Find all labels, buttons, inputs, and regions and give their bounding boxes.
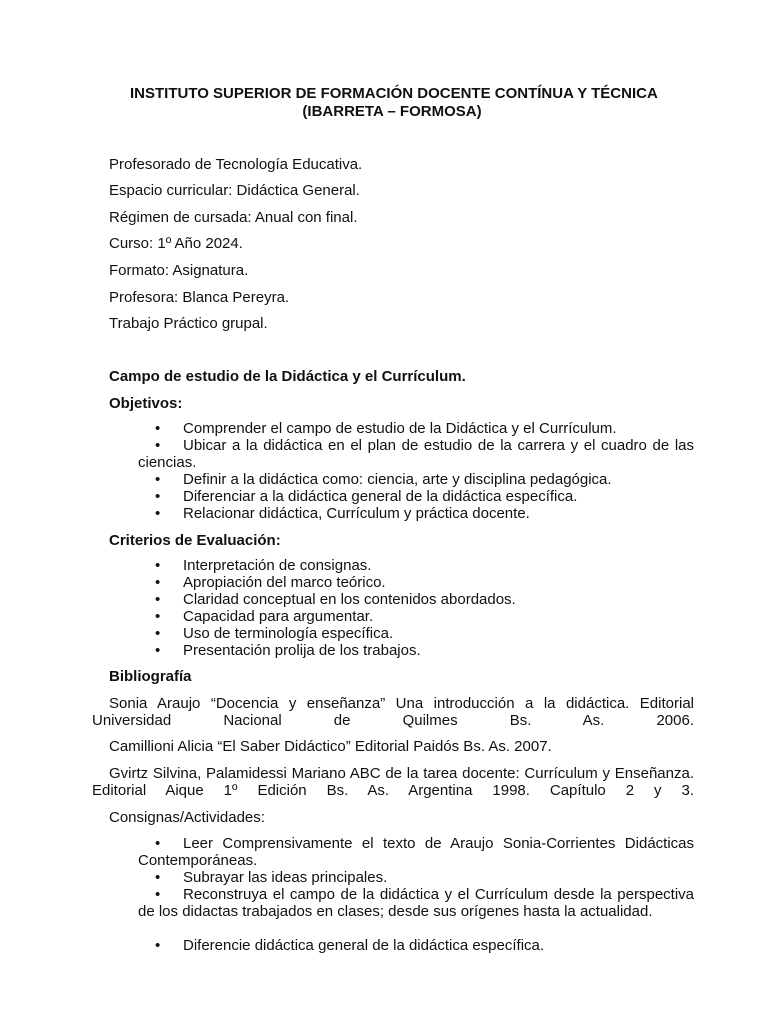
bullet-icon: • (155, 557, 161, 574)
list-item (138, 835, 694, 869)
list-item (138, 608, 694, 625)
list-item-text: Uso de terminología específica. (183, 625, 394, 642)
list-item (138, 591, 694, 608)
bullet-icon: • (155, 574, 161, 591)
list-item-text: Capacidad para argumentar. (183, 608, 374, 625)
bullet-icon: • (155, 437, 161, 454)
bullet-icon: • (155, 505, 161, 522)
list-item (138, 471, 694, 488)
list-item (138, 557, 694, 574)
bibliography-entry (92, 765, 694, 799)
bullet-icon: • (155, 937, 161, 954)
bibliografia-heading: Bibliografía (109, 668, 192, 685)
institute-location: (IBARRETA – FORMOSA) (302, 103, 482, 120)
bibliography-entry-text: Gvirtz Silvina, Palamidessi Mariano ABC de la tarea docente: Currículum y Enseñanza. Editorial Aique 1º Edición Bs. As. Argentina 1998. Capítulo 2 y 3. (92, 765, 694, 799)
list-item (138, 869, 694, 886)
list-item-text: Diferenciar a la didáctica general de la didáctica específica. (183, 488, 578, 505)
bullet-icon: • (155, 642, 161, 659)
section-title: Campo de estudio de la Didáctica y el Currículum. (109, 368, 466, 385)
bullet-icon: • (155, 835, 161, 852)
list-item (138, 574, 694, 591)
objetivos-heading: Objetivos: (109, 395, 183, 412)
list-item-text: Interpretación de consignas. (183, 557, 372, 574)
info-line: Trabajo Práctico grupal. (109, 315, 268, 332)
list-item-text: Claridad conceptual en los contenidos abordados. (183, 591, 516, 608)
bullet-icon: • (155, 869, 161, 886)
list-item-text: Subrayar las ideas principales. (183, 869, 388, 886)
institute-title: INSTITUTO SUPERIOR DE FORMACIÓN DOCENTE CONTÍNUA Y TÉCNICA (130, 85, 658, 102)
info-line: Formato: Asignatura. (109, 262, 249, 279)
list-item-text: Presentación prolija de los trabajos. (183, 642, 421, 659)
list-item-text: Leer Comprensivamente el texto de Araujo Sonia-Corrientes Didácticas Contemporáneas. (138, 835, 694, 869)
list-item-text: Ubicar a la didáctica en el plan de estudio de la carrera y el cuadro de las ciencias. (138, 437, 694, 471)
bullet-icon: • (155, 420, 161, 437)
list-item-text: Comprender el campo de estudio de la Didáctica y el Currículum. (183, 420, 617, 437)
info-line: Profesorado de Tecnología Educativa. (109, 156, 363, 173)
bullet-icon: • (155, 886, 161, 903)
list-item-text: Diferencie didáctica general de la didáctica específica. (183, 937, 545, 954)
bullet-icon: • (155, 608, 161, 625)
info-line: Régimen de cursada: Anual con final. (109, 209, 358, 226)
list-item (138, 886, 694, 920)
bibliography-entry-text: Sonia Araujo “Docencia y enseñanza” Una introducción a la didáctica. Editorial Universidad Nacional de Quilmes Bs. As. 2006. (92, 695, 694, 729)
consignas-heading: Consignas/Actividades: (109, 809, 265, 826)
info-line: Espacio curricular: Didáctica General. (109, 182, 360, 199)
info-line: Profesora: Blanca Pereyra. (109, 289, 290, 306)
bullet-icon: • (155, 625, 161, 642)
list-item-text: Apropiación del marco teórico. (183, 574, 386, 591)
list-item-text: Reconstruya el campo de la didáctica y el Currículum desde la perspectiva de los didactas trabajados en clases; desde sus orígenes hasta la actualidad. (138, 886, 694, 920)
list-item (138, 625, 694, 642)
bibliography-entry (92, 695, 694, 729)
bullet-icon: • (155, 471, 161, 488)
criterios-heading: Criterios de Evaluación: (109, 532, 281, 549)
list-item-text: Definir a la didáctica como: ciencia, arte y disciplina pedagógica. (183, 471, 612, 488)
bibliography-entry: Camillioni Alicia “El Saber Didáctico” Editorial Paidós Bs. As. 2007. (109, 738, 552, 755)
info-line: Curso: 1º Año 2024. (109, 235, 243, 252)
bullet-icon: • (155, 488, 161, 505)
list-item (138, 437, 694, 471)
bullet-icon: • (155, 591, 161, 608)
list-item (138, 937, 694, 954)
list-item (138, 420, 694, 437)
list-item-text: Relacionar didáctica, Currículum y práctica docente. (183, 505, 530, 522)
list-item (138, 488, 694, 505)
list-item (138, 505, 694, 522)
list-item (138, 642, 694, 659)
